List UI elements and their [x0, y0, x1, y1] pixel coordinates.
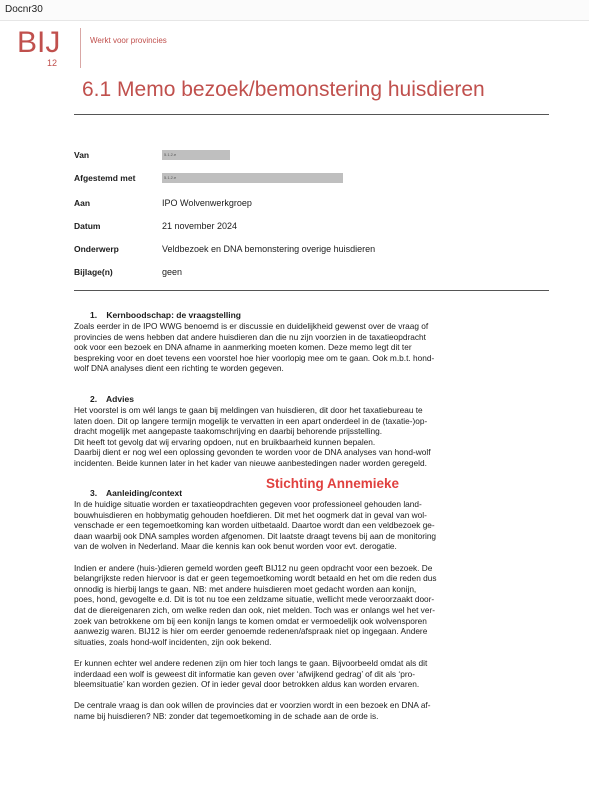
body-line: incidenten. Beide kunnen later in het kader van nieuwe aanbestedingen nader worden geregeld.: [74, 457, 427, 468]
body-line: Daarbij dient er nog wel een oplossing gevonden te worden voor de DNA analyses van hond-wolf: [74, 447, 431, 458]
meta-divider: [74, 290, 549, 291]
meta-value-datum: 21 november 2024: [162, 221, 238, 231]
page-title: 6.1 Memo bezoek/bemonstering huisdieren: [82, 78, 485, 101]
section-title: Advies: [106, 394, 134, 404]
document-number-label: Docnr30: [5, 4, 43, 15]
body-line: Er kunnen echter wel andere redenen zijn om hier toch langs te gaan. Bijvoorbeeld omdat als dit: [74, 657, 428, 668]
blank-line: [74, 552, 554, 563]
body-line: bespreking voor en doet tevens een voorstel hoe hier voorlopig mee om te gaan. Ook m.b.t. hond-: [74, 352, 435, 363]
meta-label-afgestemd: Afgestemd met: [74, 173, 136, 183]
meta-value-aan: IPO Wolvenwerkgroep: [162, 198, 252, 208]
blank-line: [74, 690, 554, 701]
meta-label-datum: Datum: [74, 221, 101, 231]
meta-row-aan: [74, 198, 549, 212]
meta-label-van: Van: [74, 150, 90, 160]
section-body-1: [74, 321, 554, 374]
meta-label-aan: Aan: [74, 198, 91, 208]
section-title: Kernboodschap: de vraagstelling: [106, 310, 241, 320]
redacted-value-afgestemd: 5.1.2.e: [162, 173, 343, 183]
body-line: laten doen. Dit op langere termijn mogelijk te vervatten in een apart onderdeel in de (taxatie-)op-: [74, 415, 428, 426]
body-line: Dit heeft tot gevolg dat wij ervaring opdoen, nut en bruikbaarheid kunnen bepalen.: [74, 436, 376, 447]
section-body-3: [74, 499, 554, 721]
meta-row-afgestemd: [74, 173, 549, 187]
meta-row-van: [74, 150, 549, 164]
logo-sub-text: 12: [47, 58, 58, 68]
section-heading-3: [90, 488, 182, 498]
body-line: situaties, zoals hond-wolf incidenten, zijn ook bekend.: [74, 636, 272, 647]
meta-value-onderwerp: Veldbezoek en DNA bemonstering overige huisdieren: [162, 244, 376, 254]
logo-main-text: BIJ: [17, 26, 61, 59]
meta-label-bijlage: Bijlage(n): [74, 267, 113, 277]
body-line: venschade er een tegemoetkoming kan worden uitbetaald. Daartoe wordt dan een veldbezoek ge-: [74, 520, 435, 531]
body-line: De centrale vraag is dan ook willen de provincies dat er voorzien wordt in een bezoek en DNA af-: [74, 700, 431, 711]
body-line: dat de diereigenaren zich, om welke reden dan ook, niet melden. Toch was er onlangs wel het ver-: [74, 604, 435, 615]
body-line: van de wolven in Nederland. Maar die kennis kan ook benut worden voor evt. derogatie.: [74, 541, 397, 552]
blank-line: [74, 647, 554, 658]
body-line: Indien er andere (huis-)dieren gemeld worden geeft BIJ12 nu geen opdracht voor een bezoek. De: [74, 562, 433, 573]
meta-label-onderwerp: Onderwerp: [74, 244, 119, 254]
bij12-logo: [17, 26, 61, 68]
meta-row-bijlage: [74, 267, 549, 281]
body-line: In de huidige situatie worden er taxatieopdrachten gegeven voor professioneel gehouden land-: [74, 499, 422, 509]
body-line: name bij huisdieren? NB: zonder dat tegemoetkoming in de schade aan de orde is.: [74, 710, 379, 721]
watermark-stamp: Stichting Annemieke: [266, 476, 400, 491]
body-line: provincies de wens hebben dat andere huisdieren dan die nu zijn voorzien in de taxatieopdracht: [74, 331, 426, 342]
logo-tagline: Werkt voor provincies: [90, 36, 167, 45]
section-body-2: [74, 405, 554, 469]
body-line: daan waarbij ook DNA samples worden afgenomen. Dit laatste draagt tevens bij aan de monitoring: [74, 530, 437, 541]
section-heading-1: [90, 310, 241, 320]
body-line: onnodig is hierbij langs te gaan. NB: met andere huisdieren moet gedacht worden aan konijn,: [74, 583, 417, 594]
body-line: poes, hond, gevogelte e.d. Dit is tot nu toe een zeldzame situatie, wellicht mede veroorzaakt door-: [74, 594, 435, 605]
body-line: zoek van betrokkene om bij een konijn langs te komen omdat er vermoedelijk ook wolvensporen: [74, 615, 427, 626]
body-line: wolf DNA analyses dient een richting te worden gegeven.: [74, 363, 284, 374]
body-line: inderdaad een wolf is geweest dit informatie kan geven over ‘afwijkend gedrag’ of dit als ‘pro-: [74, 668, 415, 679]
body-line: Het voorstel is om wél langs te gaan bij meldingen van huisdieren, dit door het taxatiebureau te: [74, 405, 423, 415]
meta-row-datum: [74, 221, 549, 235]
section-number: 2.: [90, 394, 98, 404]
section-number: 1.: [90, 310, 98, 320]
body-line: Zoals eerder in de IPO WWG benoemd is er discussie en duidelijkheid gewenst over de vraag of: [74, 321, 429, 331]
section-heading-2: [90, 394, 134, 404]
body-line: bleemsituatie’ kan worden gezien. Of in ieder geval door betrokken aldus kan worden ervaren.: [74, 679, 420, 690]
meta-row-onderwerp: [74, 244, 549, 258]
body-line: ook voor een bezoek en DNA afname in aanmerking moeten komen. Deze memo legt dit ter: [74, 342, 412, 353]
logo-divider: [80, 28, 81, 68]
body-line: aanwezig waren. BIJ12 is hier om eerder genoemde redenen/afspraak niet op ingegaan. Andere: [74, 626, 428, 637]
title-divider: [74, 114, 549, 115]
section-title: Aanleiding/context: [106, 488, 183, 498]
body-line: dracht mogelijk met aangepaste taakomschrijving en daarbij behorende prijsstelling.: [74, 426, 383, 437]
body-line: bouwhuisdieren en hobbymatig gehouden hoefdieren. Dit met het oogmerk dat in geval van wol-: [74, 509, 427, 520]
body-line: belangrijkste reden hiervoor is dat er geen tegemoetkoming wordt betaald en het om die reden dus: [74, 573, 437, 584]
meta-value-bijlage: geen: [162, 267, 183, 277]
section-number: 3.: [90, 488, 98, 498]
redacted-value-van: 5.1.2.e: [162, 150, 230, 160]
